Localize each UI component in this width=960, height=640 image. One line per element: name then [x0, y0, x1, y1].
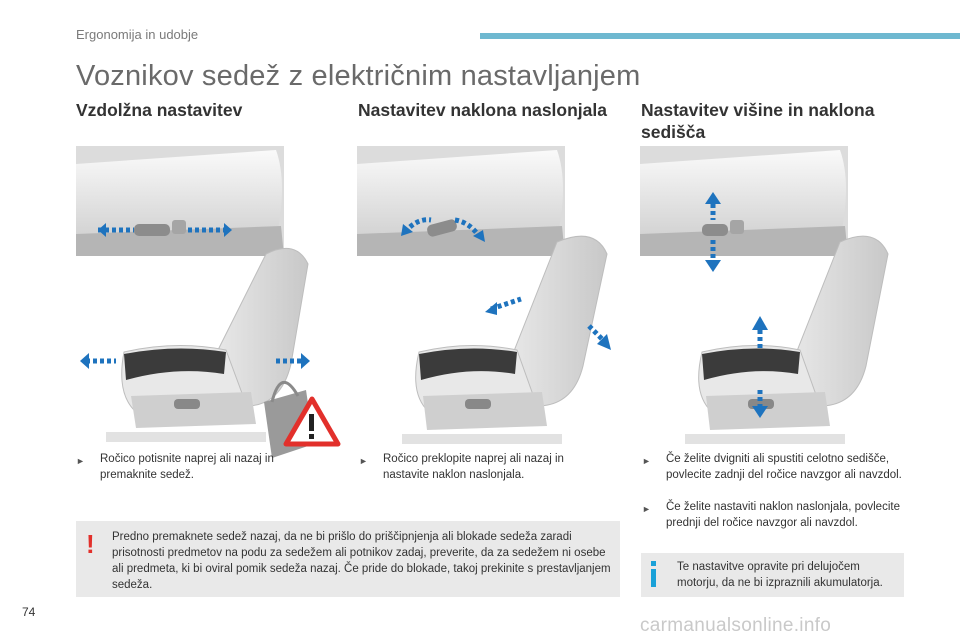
bullet-marker: ► [642, 504, 651, 514]
seat-longitudinal-adjust-illustration [76, 144, 346, 466]
section-title: Ergonomija in udobje [76, 27, 199, 42]
watermark: carmanualsonline.info [640, 615, 832, 636]
instruction-backrest [359, 452, 599, 483]
heading-height-tilt: Nastavitev višine in naklona sedišča [641, 100, 875, 142]
bullet-marker: ► [359, 456, 368, 466]
instruction-text: Ročico potisnite naprej ali nazaj in premaknite sedež. [100, 453, 274, 481]
page-title: Voznikov sedež z električnim nastavljanjem [76, 60, 641, 92]
instruction-height [642, 452, 912, 483]
instruction-text: Če želite dvigniti ali spustiti celotno sedišče, povlecite zadnji del ročice navzgor ali navzdol. [666, 453, 902, 481]
info-icon [651, 559, 657, 587]
instruction-tilt [642, 500, 912, 531]
header-accent-bar [480, 33, 960, 39]
bullet-marker: ► [76, 456, 85, 466]
info-text: Te nastavitve opravite pri delujočem motorju, da ne bi izpraznili akumulatorja. [677, 561, 883, 589]
warning-box [76, 521, 620, 597]
seat-height-tilt-illustration [640, 144, 910, 466]
instruction-longitudinal [76, 452, 316, 483]
info-box [641, 553, 904, 597]
seat-backrest-recline-illustration [357, 144, 627, 466]
warning-text: Predno premaknete sedež nazaj, da ne bi prišlo do priščipnjenja ali blokade sedeža zaradi prisotnosti predmetov na podu za sedežem ali potnikov zadaj, preverite, da za sedežem ni osebe ali predmeta, ki bi oviral pomik sedeža nazaj. Če pride do blokade, takoj prekinite s prestavljanjem sedeža. [112, 531, 611, 591]
page-number: 74 [22, 605, 36, 619]
heading-longitudinal: Vzdolžna nastavitev [76, 100, 243, 120]
instruction-text: Ročico preklopite naprej ali nazaj in nastavite naklon naslonjala. [383, 453, 564, 481]
exclamation-icon: ! [86, 529, 95, 559]
bullet-marker: ► [642, 456, 651, 466]
instruction-text: Če želite nastaviti naklon naslonjala, povlecite prednji del ročice navzgor ali navzdol. [666, 501, 900, 529]
heading-backrest: Nastavitev naklona naslonjala [358, 100, 607, 120]
